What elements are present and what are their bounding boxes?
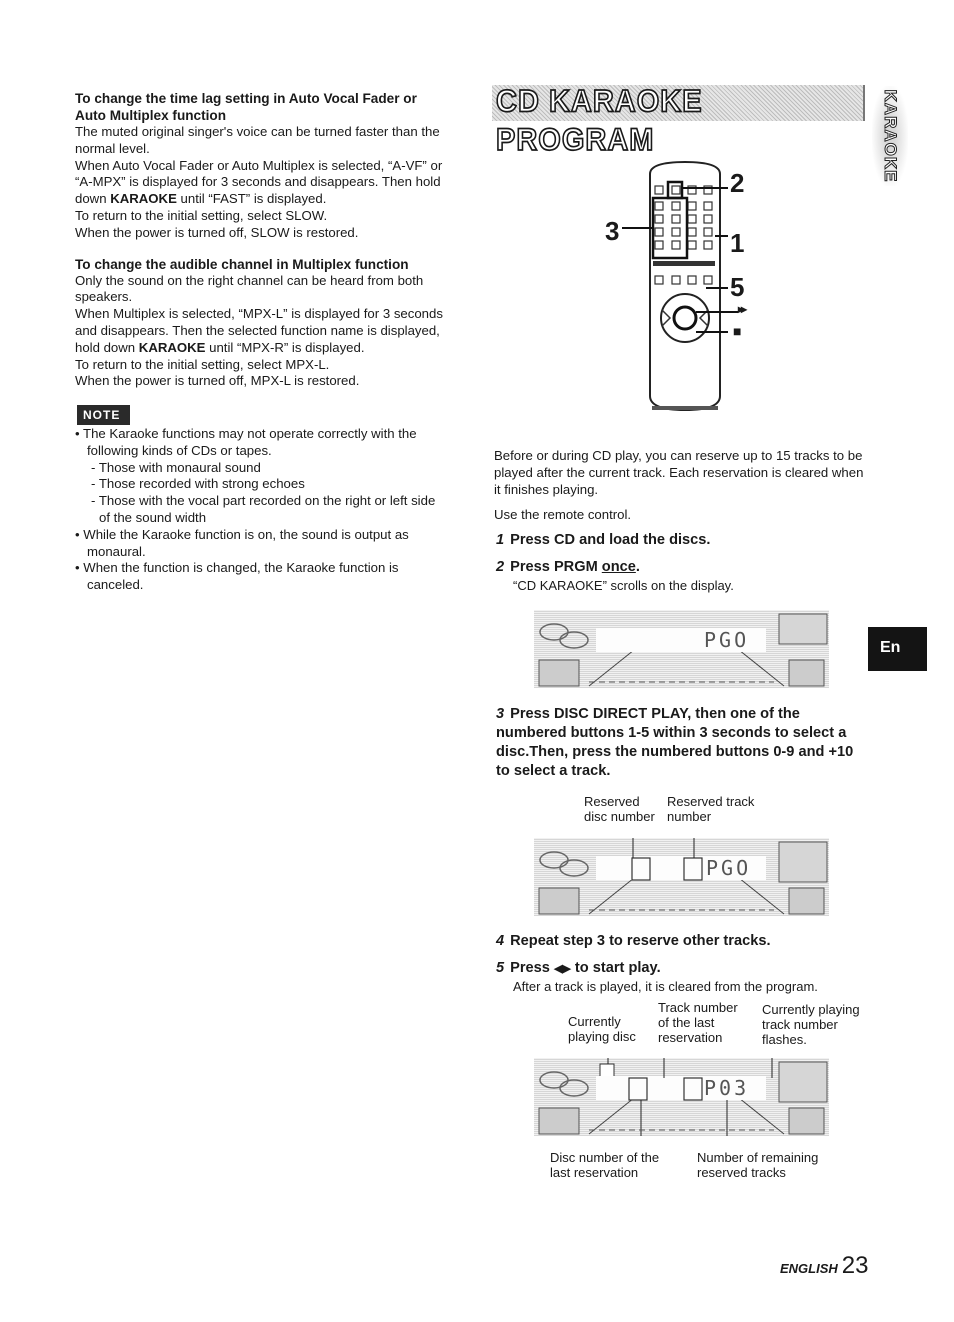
label-reserved-disc-number: Reserved disc number bbox=[584, 794, 655, 824]
lcd-text: PGO bbox=[706, 856, 752, 880]
note-subitem: - Those with monaural sound bbox=[91, 459, 261, 475]
note-item: • The Karaoke functions may not operate correctly with the following kinds of CDs or tapes. bbox=[75, 426, 417, 458]
footer-language: ENGLISH bbox=[780, 1261, 838, 1276]
note-badge: NOTE bbox=[77, 405, 130, 425]
heading-time-lag: To change the time lag setting in Auto Vocal Fader or Auto Multiplex function bbox=[75, 91, 417, 123]
paragraph: When Auto Vocal Fader or Auto Multiplex is selected, “A-VF” or “A-MPX” is displayed for 3 seconds and disappears. Then hold down KARAOKE until “FAST” is displayed. bbox=[75, 157, 443, 207]
label-currently-playing-disc: Currently playing disc bbox=[568, 1014, 636, 1044]
note-item: • While the Karaoke function is on, the sound is output as monaural. bbox=[75, 526, 409, 559]
step-2-description: “CD KARAOKE” scrolls on the display. bbox=[513, 578, 734, 593]
step-2: 2 Press PRGM once. bbox=[496, 559, 640, 575]
stop-icon: ■ bbox=[733, 323, 742, 339]
label-disc-number-last-reservation: Disc number of the last reservation bbox=[550, 1150, 660, 1180]
paragraph: When the power is turned off, SLOW is restored. bbox=[75, 224, 359, 240]
step-5-description: After a track is played, it is cleared from the program. bbox=[513, 979, 818, 994]
paragraph: Only the sound on the right channel can be heard from both speakers. bbox=[75, 272, 424, 305]
page-footer bbox=[780, 1252, 869, 1280]
page-number: 23 bbox=[841, 1252, 869, 1279]
karaoke-side-tab: KARAOKE bbox=[872, 86, 908, 186]
label-track-number-last-reservation: Track number of the last reservation bbox=[658, 1000, 738, 1045]
remote-label-3: 3 bbox=[605, 216, 620, 246]
paragraph: To return to the initial setting, select MPX-L. bbox=[75, 356, 330, 372]
paragraph: The muted original singer's voice can be turned faster than the normal level. bbox=[75, 124, 440, 156]
step-3: 3 Press DISC DIRECT PLAY, then one of the numbered buttons 1-5 within 3 seconds to select a disc.Then, press the numbered buttons 0-9 and +10 to select a track. bbox=[496, 706, 854, 779]
fast-forward-icon: ▸▸ bbox=[738, 302, 745, 316]
section-title-bar bbox=[492, 84, 865, 158]
remote-control-illustration bbox=[600, 160, 770, 415]
note-list bbox=[75, 426, 448, 594]
use-remote-note: Use the remote control. bbox=[494, 507, 632, 523]
label-currently-playing-track: Currently playing track number flashes. bbox=[762, 1002, 860, 1047]
step-1: 1 Press CD and load the discs. bbox=[496, 532, 711, 548]
label-reserved-track-number: Reserved track number bbox=[667, 794, 755, 824]
label-remaining-reserved-tracks: Number of remaining reserved tracks bbox=[697, 1150, 819, 1180]
right-column-intro bbox=[494, 448, 870, 524]
lcd-display-1 bbox=[534, 610, 829, 688]
paragraph: When Multiplex is selected, “MPX-L” is displayed for 3 seconds and disappears. Then the selected function name is displayed, hold down KARAOKE until “MPX-R” is displayed. bbox=[75, 306, 443, 355]
paragraph: To return to the initial setting, select SLOW. bbox=[75, 207, 328, 223]
heading-audible-channel: To change the audible channel in Multiplex function bbox=[75, 256, 409, 272]
intro-paragraph: Before or during CD play, you can reserve up to 15 tracks to be played after the current track. Each reservation is cleared when it finishes playing. bbox=[494, 448, 864, 497]
lcd-text: P03 bbox=[704, 1076, 750, 1100]
remote-label-2: 2 bbox=[730, 168, 745, 198]
remote-label-1: 1 bbox=[730, 228, 745, 258]
left-column bbox=[75, 90, 448, 390]
section-title: CD KARAOKE PROGRAM bbox=[496, 84, 703, 158]
lcd-text: PGO bbox=[704, 628, 750, 652]
note-item: • When the function is changed, the Karaoke function is canceled. bbox=[75, 560, 399, 593]
step-5: 5 Press ◀▶ to start play. bbox=[496, 960, 661, 976]
remote-label-5: 5 bbox=[730, 272, 745, 302]
language-tab: En bbox=[868, 627, 927, 671]
note-subitem: - Those with the vocal part recorded on the right or left side of the sound width bbox=[91, 493, 436, 525]
lcd-display-3 bbox=[534, 1058, 829, 1136]
note-subitem: - Those recorded with strong echoes bbox=[91, 476, 305, 492]
paragraph: When the power is turned off, MPX-L is restored. bbox=[75, 373, 360, 389]
step-4: 4 Repeat step 3 to reserve other tracks. bbox=[496, 933, 771, 949]
lcd-display-2 bbox=[534, 838, 829, 916]
